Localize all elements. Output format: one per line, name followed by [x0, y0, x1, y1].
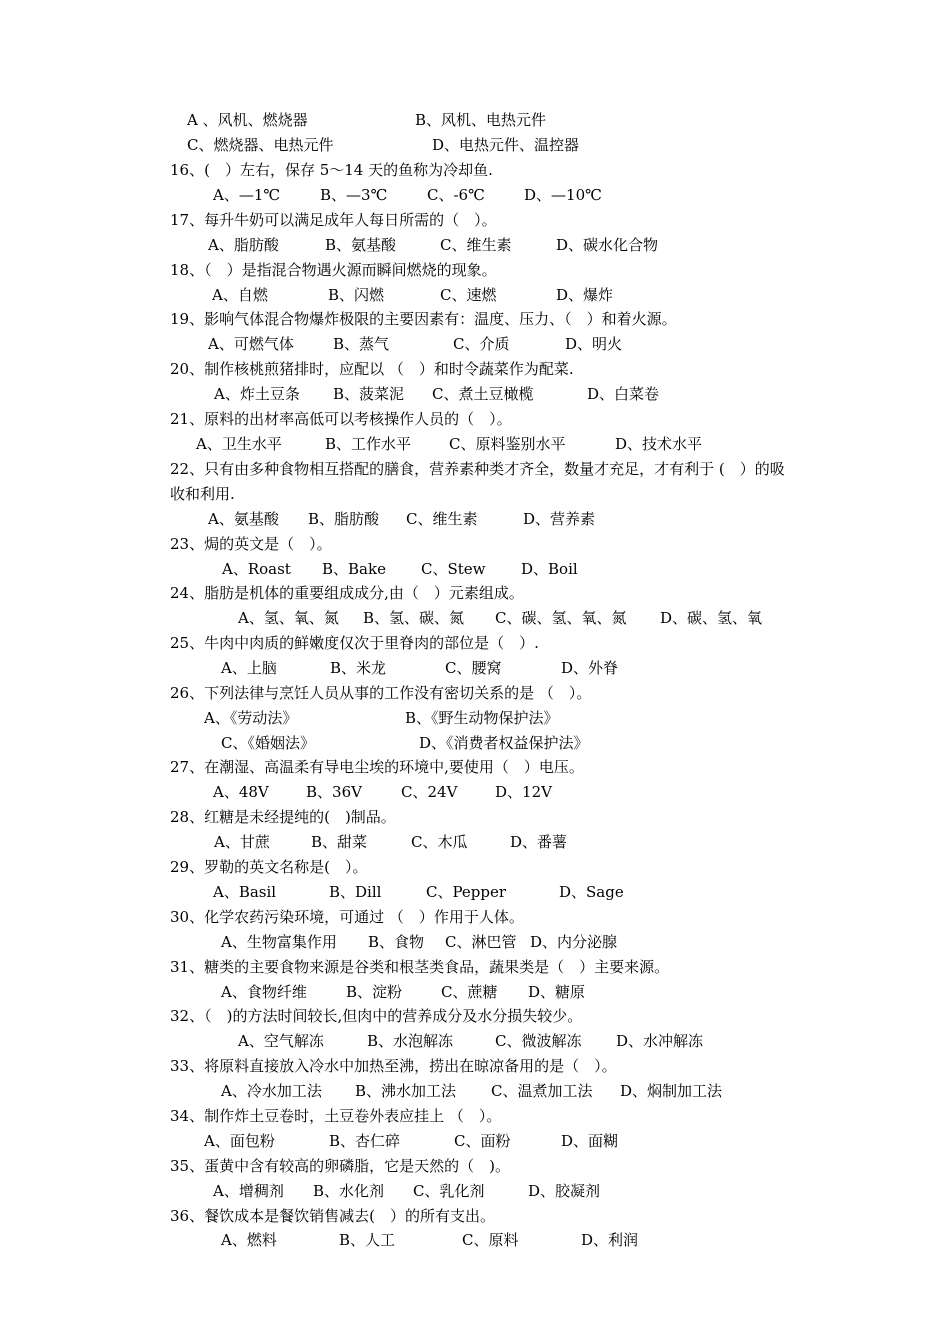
answer-option: D、番薯 [510, 833, 568, 851]
question-text: 34、制作炸土豆卷时，土豆卷外表应挂上 （ ）。 [170, 1107, 502, 1125]
answer-option: A、Basil [213, 883, 277, 901]
question-text: 36、餐饮成本是餐饮销售减去( ）的所有支出。 [170, 1207, 495, 1225]
answer-option: C、淋巴管 [445, 933, 517, 951]
answer-option: B、《野生动物保护法》 [405, 709, 559, 727]
question-text: 18、（ ）是指混合物遇火源而瞬间燃烧的现象。 [170, 261, 497, 279]
answer-option: D、焖制加工法 [620, 1082, 723, 1100]
question-text: 16、( ）左右，保存 5～14 天的鱼称为冷却鱼. [170, 161, 493, 179]
answer-option: D、内分泌腺 [530, 933, 618, 951]
answer-option: D、爆炸 [556, 286, 614, 304]
question-text: 27、在潮湿、高温柔有导电尘埃的环境中,要使用（ ）电压。 [170, 758, 584, 776]
answer-option: B、氨基酸 [325, 236, 397, 254]
answer-option: C、温煮加工法 [491, 1082, 593, 1100]
answer-option: B、脂肪酸 [308, 510, 380, 528]
answer-option: A、48V [213, 783, 269, 801]
answer-option: D、碳水化合物 [556, 236, 659, 254]
answer-option: B、沸水加工法 [355, 1082, 457, 1100]
answer-option: C、维生素 [406, 510, 478, 528]
question-text: 19、影响气体混合物爆炸极限的主要因素有：温度、压力、（ ）和着火源。 [170, 310, 677, 328]
answer-option: B、工作水平 [325, 435, 412, 453]
answer-option: C、速燃 [440, 286, 497, 304]
answer-option: A 、风机、燃烧器 [187, 111, 308, 129]
answer-option: A、氢、氧、氮 [238, 609, 339, 627]
question-text: 35、蛋黄中含有较高的卵磷脂，它是天然的（ )。 [170, 1157, 510, 1175]
answer-option: D、技术水平 [615, 435, 703, 453]
answer-option: B、淀粉 [346, 983, 403, 1001]
answer-option: A、《劳动法》 [204, 709, 298, 727]
question-text: 26、下列法律与烹饪人员从事的工作没有密切关系的是 （ ）。 [170, 684, 592, 702]
answer-option: A、可燃气体 [208, 335, 294, 353]
answer-option: D、糖原 [528, 983, 586, 1001]
answer-option: C、煮土豆橄榄 [432, 385, 534, 403]
answer-option: A、增稠剂 [213, 1182, 284, 1200]
answer-option: D、—10℃ [524, 186, 602, 204]
answer-option: A、上脑 [221, 659, 277, 677]
answer-option: A、Roast [222, 560, 291, 578]
answer-option: D、Sage [559, 883, 624, 901]
answer-option: C、介质 [453, 335, 510, 353]
answer-option: A、燃料 [221, 1231, 277, 1249]
answer-option: A、面包粉 [204, 1132, 275, 1150]
question-text: 20、制作核桃煎猪排时，应配以 （ ）和时令蔬菜作为配菜. [170, 360, 574, 378]
question-text: 24、脂肪是机体的重要组成成分,由（ ）元素组成。 [170, 584, 524, 602]
answer-option: A、自燃 [212, 286, 268, 304]
answer-option: C、燃烧器、电热元件 [187, 136, 334, 154]
question-text: 30、化学农药污染环境，可通过 （ ）作用于人体。 [170, 908, 524, 926]
question-text: 28、红糖是未经提纯的( )制品。 [170, 808, 396, 826]
answer-option: C、Stew [421, 560, 486, 578]
answer-option: D、Boil [521, 560, 578, 578]
answer-option: C、维生素 [440, 236, 512, 254]
answer-option: C、Pepper [426, 883, 507, 901]
question-text: 收和利用. [170, 485, 235, 503]
answer-option: A、炸土豆条 [214, 385, 300, 403]
answer-option: D、12V [495, 783, 552, 801]
answer-option: C、微波解冻 [495, 1032, 582, 1050]
answer-option: B、杏仁碎 [329, 1132, 401, 1150]
answer-option: A、卫生水平 [196, 435, 282, 453]
answer-option: B、人工 [339, 1231, 396, 1249]
question-text: 17、每升牛奶可以满足成年人每日所需的（ ）。 [170, 211, 497, 229]
answer-option: D、明火 [565, 335, 623, 353]
answer-option: A、甘蔗 [214, 833, 270, 851]
answer-option: D、营养素 [523, 510, 596, 528]
answer-option: B、米龙 [330, 659, 387, 677]
answer-option: C、面粉 [454, 1132, 511, 1150]
answer-option: D、面糊 [561, 1132, 619, 1150]
answer-option: B、水化剂 [313, 1182, 385, 1200]
answer-option: C、原料鉴别水平 [449, 435, 566, 453]
answer-option: B、闪燃 [328, 286, 385, 304]
answer-option: B、36V [306, 783, 362, 801]
answer-option: D、利润 [581, 1231, 639, 1249]
answer-option: C、碳、氢、氧、氮 [495, 609, 627, 627]
answer-option: D、水冲解冻 [616, 1032, 704, 1050]
question-text: 32、（ )的方法时间较长,但肉中的营养成分及水分损失较少。 [170, 1007, 583, 1025]
answer-option: D、白菜卷 [587, 385, 660, 403]
answer-option: A、生物富集作用 [221, 933, 337, 951]
answer-option: D、电热元件、温控器 [432, 136, 580, 154]
question-text: 22、只有由多种食物相互搭配的膳食，营养素种类才齐全，数量才充足，才有利于 ( ）的吸 [170, 460, 785, 478]
answer-option: D、《消费者权益保护法》 [419, 734, 589, 752]
question-text: 25、牛肉中肉质的鲜嫩度仅次于里脊肉的部位是（ ）. [170, 634, 539, 652]
question-text: 21、原料的出材率高低可以考核操作人员的（ ）。 [170, 410, 512, 428]
answer-option: D、胶凝剂 [528, 1182, 601, 1200]
answer-option: A、冷水加工法 [221, 1082, 322, 1100]
answer-option: B、蒸气 [333, 335, 390, 353]
answer-option: A、空气解冻 [238, 1032, 324, 1050]
answer-option: C、蔗糖 [441, 983, 498, 1001]
answer-option: C、腰窝 [445, 659, 502, 677]
question-text: 29、罗勒的英文名称是( ）。 [170, 858, 368, 876]
answer-option: C、原料 [462, 1231, 519, 1249]
question-text: 33、将原料直接放入冷水中加热至沸，捞出在晾凉备用的是（ ）。 [170, 1057, 617, 1075]
answer-option: A、脂肪酸 [208, 236, 279, 254]
answer-option: B、甜菜 [311, 833, 368, 851]
answer-option: D、碳、氢、氧 [660, 609, 763, 627]
answer-option: A、食物纤维 [221, 983, 307, 1001]
answer-option: B、氢、碳、氮 [363, 609, 465, 627]
answer-option: B、水泡解冻 [367, 1032, 454, 1050]
answer-option: C、-6℃ [427, 186, 485, 204]
answer-option: C、木瓜 [411, 833, 468, 851]
answer-option: B、Dill [329, 883, 382, 901]
answer-option: B、食物 [368, 933, 425, 951]
answer-option: D、外脊 [561, 659, 619, 677]
answer-option: A、—1℃ [213, 186, 281, 204]
answer-option: B、菠菜泥 [333, 385, 405, 403]
answer-option: C、《婚姻法》 [221, 734, 315, 752]
answer-option: B、风机、电热元件 [415, 111, 547, 129]
answer-option: C、24V [401, 783, 458, 801]
answer-option: A、氨基酸 [208, 510, 279, 528]
question-text: 23、焗的英文是（ ）。 [170, 535, 332, 553]
answer-option: B、—3℃ [320, 186, 388, 204]
answer-option: B、Bake [322, 560, 386, 578]
question-text: 31、糖类的主要食物来源是谷类和根茎类食品，蔬果类是（ ）主要来源。 [170, 958, 670, 976]
answer-option: C、乳化剂 [413, 1182, 485, 1200]
